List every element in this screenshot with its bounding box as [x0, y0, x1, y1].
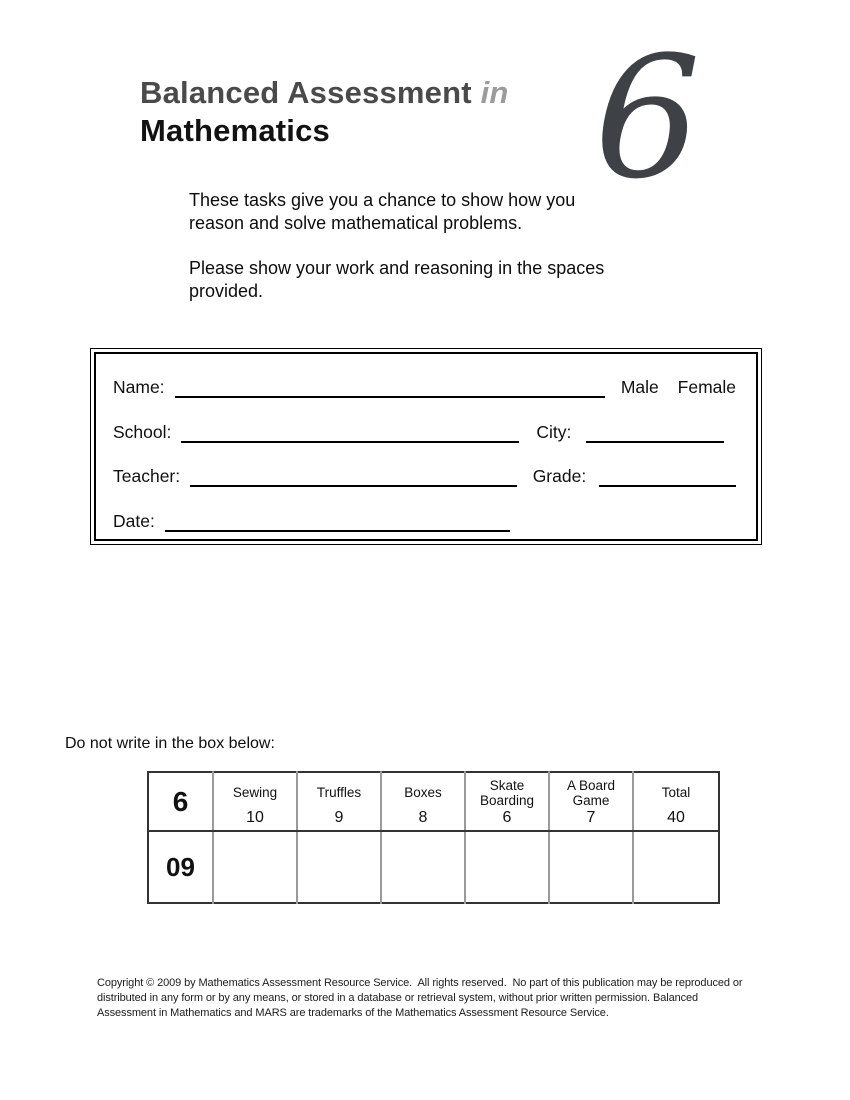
score-grade-cell: 6 [148, 772, 213, 831]
score-entry-cell-a-board-game [549, 831, 633, 903]
grade-label: Grade: [532, 466, 587, 487]
title-line-1 [140, 74, 509, 112]
grade-numeral: 6 [594, 20, 701, 216]
school-row [113, 405, 736, 450]
gender-options [621, 377, 736, 398]
teacher-row [113, 450, 736, 495]
task-name: Sewing [232, 785, 278, 800]
copyright-line-1: Copyright © 2009 by Mathematics Assessment Resource Service. All rights reserved. No part of this publication may be reproduced or [97, 977, 743, 989]
task-name: A Board Game [566, 777, 616, 808]
copyright-notice [97, 976, 787, 1021]
do-not-write-note: Do not write in the box below: [65, 735, 275, 752]
score-entry-cell-boxes [381, 831, 465, 903]
task-points: 9 [334, 808, 344, 826]
score-entry-cell-skate-boarding [465, 831, 549, 903]
task-header-a-board-game [549, 772, 633, 831]
title-line-2: Mathematics [140, 113, 330, 148]
male-label: Male [620, 376, 659, 397]
score-entry-cell-truffles [297, 831, 381, 903]
task-name: Boxes [404, 785, 442, 800]
date-blank-line [165, 527, 510, 532]
school-blank-line [181, 438, 519, 443]
task-points: 6 [502, 808, 512, 826]
score-table [147, 771, 720, 904]
task-points: 8 [418, 808, 428, 826]
date-label: Date: [113, 511, 155, 531]
score-code-cell: 09 [166, 851, 195, 882]
task-header-truffles [297, 772, 381, 831]
intro-text [189, 189, 629, 303]
task-name: Skate Boarding [479, 777, 535, 808]
task-header-sewing [213, 772, 297, 831]
city-label: City: [536, 421, 572, 442]
task-name: Total [661, 785, 691, 800]
date-row [113, 494, 736, 539]
name-row [113, 360, 736, 405]
task-header-total [633, 772, 719, 831]
score-entry-cell-total [633, 831, 719, 903]
intro-paragraph-2: Please show your work and reasoning in the spaces provided. [189, 258, 605, 301]
intro-paragraph-1: These tasks give you a chance to show how you reason and solve mathematical problems. [189, 190, 576, 233]
task-header-boxes [381, 772, 465, 831]
masthead [140, 74, 509, 150]
school-label: School: [113, 421, 172, 442]
copyright-line-2: distributed in any form or by any means, or stored in a database or retrieval system, without prior written permission. Balanced [97, 992, 699, 1004]
grade-blank-line [599, 482, 736, 487]
copyright-line-3: Assessment in Mathematics and MARS are trademarks of the Mathematics Assessment Resource Service. [97, 1007, 609, 1019]
student-info-box-inner [94, 352, 758, 541]
score-table-entry-row [148, 831, 719, 903]
task-header-skate-boarding [465, 772, 549, 831]
task-points: 40 [667, 808, 685, 826]
name-label: Name: [113, 376, 165, 397]
task-points: 10 [246, 808, 264, 826]
task-points: 7 [586, 808, 596, 826]
score-table-header-row [148, 772, 719, 831]
title-accent-in: in [480, 75, 509, 110]
score-entry-cell-sewing [213, 831, 297, 903]
teacher-label: Teacher: [113, 466, 181, 487]
name-blank-line [175, 393, 605, 398]
title-main: Balanced Assessment [140, 75, 472, 110]
student-info-box [90, 348, 762, 545]
city-blank-line [586, 438, 724, 443]
teacher-blank-line [190, 482, 517, 487]
female-label: Female [677, 376, 736, 397]
task-name: Truffles [316, 785, 362, 800]
